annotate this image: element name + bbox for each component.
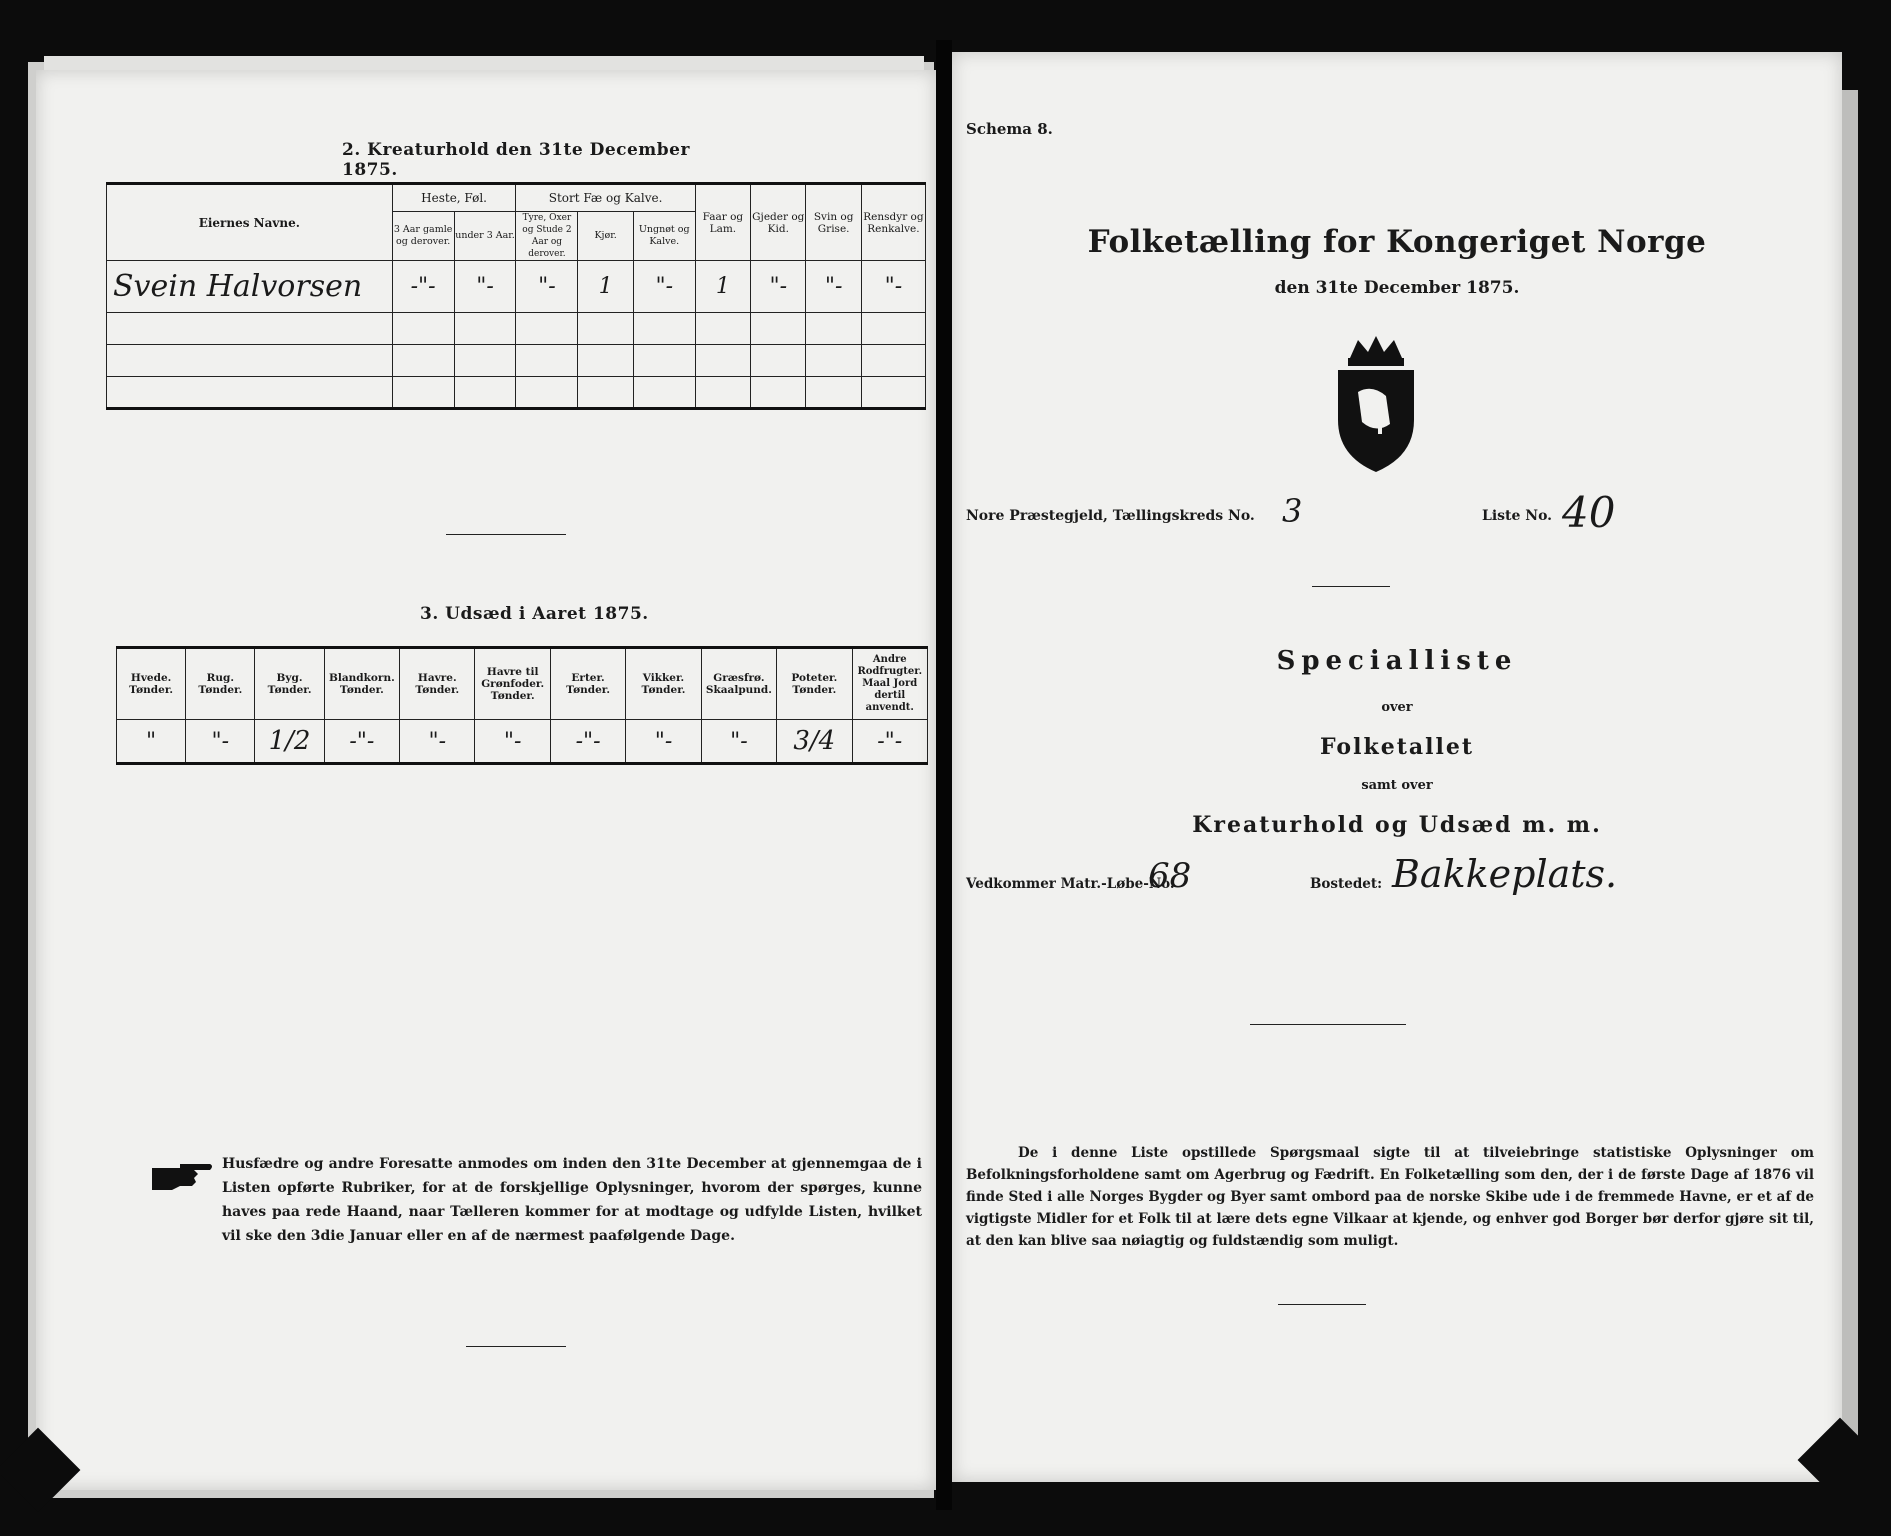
book-gutter — [936, 40, 952, 1510]
udsaed-table — [116, 646, 928, 765]
cell-value: -"- — [852, 720, 928, 764]
cell-value: "- — [806, 261, 861, 313]
cell-value: "- — [751, 261, 806, 313]
col-header: Byg. Tønder. — [255, 648, 324, 720]
cell-value: "- — [475, 720, 550, 764]
owner-name: Svein Halvorsen — [113, 269, 363, 304]
kreaturhold-table — [106, 182, 926, 410]
col-header: Andre Rodfrugter. Maal Jord dertil anvendt. — [852, 648, 928, 720]
col-header: Havre til Grønfoder. Tønder. — [475, 648, 550, 720]
main-title: Folketælling for Kongeriget Norge — [1087, 224, 1707, 260]
divider — [466, 1346, 566, 1347]
cell-value: -"- — [550, 720, 625, 764]
col-header: Gjeder og Kid. — [751, 184, 806, 261]
coat-of-arms-icon — [1328, 334, 1424, 478]
col-header: Hvede. Tønder. — [117, 648, 186, 720]
pointing-hand-icon — [150, 1160, 216, 1198]
divider — [1278, 1304, 1366, 1305]
cell-value: "- — [516, 261, 578, 313]
schema-label: Schema 8. — [966, 120, 1053, 138]
group-heste: Heste, Føl. — [392, 184, 516, 212]
col-header: Faar og Lam. — [695, 184, 750, 261]
group-stort: Stort Fæ og Kalve. — [516, 184, 695, 212]
col-header: Vikker. Tønder. — [626, 648, 701, 720]
cell-value: "- — [186, 720, 255, 764]
bosted-label: Bostedet: — [1310, 876, 1383, 892]
col-header: Græsfrø. Skaalpund. — [701, 648, 776, 720]
bosted-value: Bakkeplats. — [1392, 852, 1618, 896]
cell-value: -"- — [324, 720, 399, 764]
cell-value: -"- — [392, 261, 454, 313]
divider — [1250, 1024, 1406, 1025]
cell-value: "- — [633, 261, 695, 313]
col-header: 3 Aar gamle og derover. — [392, 212, 454, 261]
main-date: den 31te December 1875. — [1274, 278, 1520, 298]
col-header: Erter. Tønder. — [550, 648, 625, 720]
col-header: Svin og Grise. — [806, 184, 861, 261]
left-page — [36, 70, 936, 1490]
right-page — [952, 52, 1842, 1482]
col-header: Blandkorn. Tønder. — [324, 648, 399, 720]
cell-value: 1 — [578, 261, 633, 313]
col-header: Poteter. Tønder. — [777, 648, 852, 720]
notice-text: Husfædre og andre Foresatte anmodes om inden den 31te December at gjennemgaa de i Listen opførte Rubriker, for at de forskjellige Oplysninger, hvorom der spørges, kunne haves paa rede Haand, naar Tælleren kommer for at modtage og udfylde Listen, hvilket vil ske den 3die Januar eller en af de nærmest paafølgende Dage. — [222, 1156, 922, 1244]
col-header: Kjør. — [578, 212, 633, 261]
over-text: over — [1381, 700, 1413, 715]
cell-value: "- — [701, 720, 776, 764]
col-header: Havre. Tønder. — [400, 648, 475, 720]
col-header: under 3 Aar. — [454, 212, 516, 261]
prestegjeld-label: Nore Præstegjeld, Tællingskreds No. — [966, 508, 1255, 524]
cell-value: "- — [626, 720, 701, 764]
cell-value: 1 — [695, 261, 750, 313]
samt-over-text: samt over — [1361, 778, 1433, 793]
cell-value: "- — [861, 261, 925, 313]
cell-value: "- — [454, 261, 516, 313]
matr-label: Vedkommer Matr.-Løbe-No. — [966, 876, 1175, 892]
col-header: Rensdyr og Renkalve. — [861, 184, 925, 261]
tellingskreds-value: 3 — [1282, 492, 1303, 530]
intro-paragraph: De i denne Liste opstillede Spørgsmaal sigte til at tilveiebringe statistiske Oplysninger om Befolkningsforholdene samt om Agerbrug og Fædrift. En Folketælling som den, der i de første Dage af 1876 vil finde Sted i alle Norges Bygder og Byer samt ombord paa de norske Skibe ude i de fremmede Havne, er et af de vigtigste Midler for et Folk til at lære dets egne Vilkaar at kjende, og enhver god Borger bør derfor gjøre sit til, at den kan blive saa nøiagtig og fuldstændig som muligt. — [966, 1145, 1814, 1249]
specialliste-title: Specialliste — [1276, 646, 1518, 676]
cell-value: 1/2 — [255, 720, 324, 764]
cell-value: "- — [400, 720, 475, 764]
section2-title: 2. Kreaturhold den 31te December 1875. — [342, 140, 690, 180]
kreaturhold-heading: Kreaturhold og Udsæd m. m. — [1192, 812, 1602, 838]
divider — [1312, 586, 1390, 587]
owner-header: Eiernes Navne. — [107, 184, 393, 261]
col-header: Ungnøt og Kalve. — [633, 212, 695, 261]
cell-value: " — [117, 720, 186, 764]
matr-value: 68 — [1148, 856, 1192, 896]
liste-value: 40 — [1562, 488, 1616, 537]
col-header: Rug. Tønder. — [186, 648, 255, 720]
divider — [446, 534, 566, 535]
page-edge-right — [1842, 90, 1858, 1470]
section3-title: 3. Udsæd i Aaret 1875. — [420, 604, 649, 624]
col-header: Tyre, Oxer og Stude 2 Aar og derover. — [516, 212, 578, 261]
folketallet-text: Folketallet — [1320, 734, 1474, 760]
liste-label: Liste No. — [1482, 508, 1553, 524]
cell-value: 3/4 — [777, 720, 852, 764]
